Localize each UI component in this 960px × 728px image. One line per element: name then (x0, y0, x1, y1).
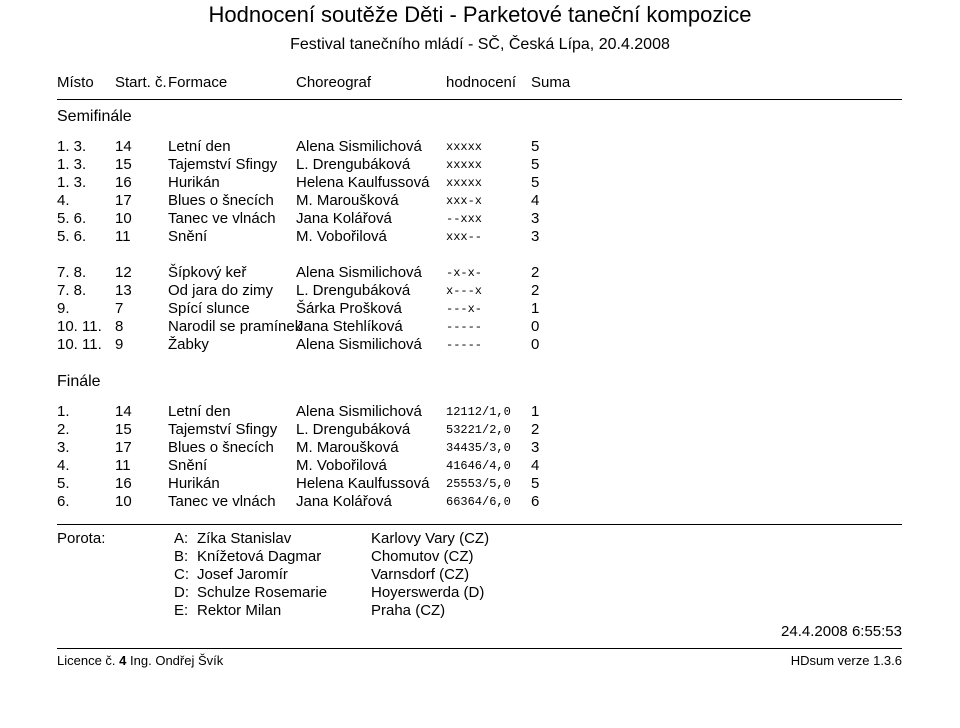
cell-suma: 5 (531, 156, 540, 173)
cell-choreograf: M. Maroušková (296, 439, 399, 456)
cell-start: 11 (115, 228, 131, 245)
cell-hodnoceni: xxx-x (446, 194, 483, 208)
cell-hodnoceni: x---x (446, 284, 483, 298)
cell-start: 8 (115, 318, 124, 335)
judge-city: Hoyerswerda (D) (371, 584, 485, 601)
judge-letter: C: (174, 566, 189, 583)
cell-misto: 4. (57, 457, 70, 474)
cell-hodnoceni: ----- (446, 320, 483, 334)
cell-misto: 7. 8. (57, 264, 87, 281)
table-row (0, 192, 960, 210)
col-header-formace: Formace (168, 74, 228, 91)
table-row (0, 282, 960, 300)
cell-misto: 10. 11. (57, 318, 102, 335)
footer-version: HDsum verze 1.3.6 (790, 653, 902, 668)
cell-misto: 7. 8. (57, 282, 87, 299)
cell-start: 17 (115, 439, 132, 456)
cell-choreograf: M. Vobořilová (296, 457, 387, 474)
cell-choreograf: M. Vobořilová (296, 228, 387, 245)
cell-misto: 5. 6. (57, 210, 87, 227)
cell-start: 16 (115, 475, 132, 492)
judge-letter: A: (174, 530, 189, 547)
licence-number: 4 (119, 653, 127, 668)
cell-hodnoceni: 25553/5,0 (446, 477, 511, 491)
cell-choreograf: Alena Sismilichová (296, 264, 422, 281)
cell-formace: Letní den (168, 138, 231, 155)
cell-choreograf: Alena Sismilichová (296, 138, 422, 155)
cell-misto: 6. (57, 493, 70, 510)
cell-suma: 5 (531, 174, 540, 191)
page-subtitle: Festival tanečního mládí - SČ, Česká Lípa, 20.4.2008 (290, 36, 670, 53)
cell-formace: Snění (168, 228, 208, 245)
table-row (0, 210, 960, 228)
cell-start: 9 (115, 336, 124, 353)
judge-letter: B: (174, 548, 189, 565)
table-row (0, 439, 960, 457)
cell-formace: Tanec ve vlnách (168, 210, 276, 227)
section-title-semifinale: Semifinále (57, 108, 132, 125)
judge-city: Chomutov (CZ) (371, 548, 474, 565)
col-header-suma: Suma (531, 74, 571, 91)
col-header-start: Start. č. (115, 74, 167, 91)
cell-formace: Hurikán (168, 174, 220, 191)
cell-hodnoceni: -x-x- (446, 266, 483, 280)
cell-formace: Blues o šnecích (168, 439, 274, 456)
cell-start: 10 (115, 493, 132, 510)
cell-hodnoceni: 12112/1,0 (446, 405, 511, 419)
cell-start: 16 (115, 174, 132, 191)
cell-suma: 4 (531, 457, 540, 474)
table-row (0, 156, 960, 174)
cell-formace: Blues o šnecích (168, 192, 274, 209)
cell-choreograf: Helena Kaulfussová (296, 174, 430, 191)
porota-divider (57, 524, 902, 525)
cell-formace: Tanec ve vlnách (168, 493, 276, 510)
cell-choreograf: L. Drengubáková (296, 156, 411, 173)
cell-misto: 10. 11. (57, 336, 102, 353)
judge-letter: D: (174, 584, 189, 601)
cell-start: 12 (115, 264, 132, 281)
cell-formace: Letní den (168, 403, 231, 420)
cell-choreograf: Šárka Prošková (296, 300, 402, 317)
cell-start: 10 (115, 210, 132, 227)
cell-hodnoceni: ---x- (446, 302, 483, 316)
cell-choreograf: Jana Kolářová (296, 210, 392, 227)
cell-choreograf: Jana Kolářová (296, 493, 392, 510)
cell-formace: Od jara do zimy (168, 282, 274, 299)
judge-name: Josef Jaromír (197, 566, 288, 583)
table-row (0, 264, 960, 282)
cell-formace: Narodil se pramínek (168, 318, 303, 335)
cell-start: 15 (115, 156, 132, 173)
cell-formace: Tajemství Sfingy (168, 156, 278, 173)
cell-suma: 1 (531, 403, 540, 420)
footer-licence (57, 653, 223, 668)
cell-misto: 1. 3. (57, 174, 87, 191)
cell-suma: 4 (531, 192, 540, 209)
cell-formace: Snění (168, 457, 208, 474)
page-title: Hodnocení soutěže Děti - Parketové taneční kompozice (208, 2, 752, 27)
cell-hodnoceni: 41646/4,0 (446, 459, 511, 473)
col-header-misto: Místo (57, 74, 94, 91)
cell-misto: 5. 6. (57, 228, 87, 245)
judge-name: Zíka Stanislav (197, 530, 292, 547)
judge-name: Schulze Rosemarie (197, 584, 328, 601)
judge-row (0, 566, 960, 584)
cell-misto: 4. (57, 192, 70, 209)
table-row (0, 138, 960, 156)
timestamp: 24.4.2008 6:55:53 (781, 623, 902, 640)
cell-suma: 3 (531, 228, 540, 245)
judge-row (0, 548, 960, 566)
cell-suma: 0 (531, 318, 540, 335)
cell-formace: Spící slunce (168, 300, 250, 317)
table-row (0, 336, 960, 354)
header-divider (57, 99, 902, 100)
table-row (0, 493, 960, 511)
cell-start: 15 (115, 421, 132, 438)
cell-hodnoceni: xxxxx (446, 176, 483, 190)
cell-choreograf: L. Drengubáková (296, 421, 411, 438)
cell-misto: 1. 3. (57, 138, 87, 155)
cell-hodnoceni: xxxxx (446, 140, 483, 154)
cell-misto: 1. 3. (57, 156, 87, 173)
cell-misto: 1. (57, 403, 70, 420)
cell-start: 7 (115, 300, 124, 317)
cell-hodnoceni: 66364/6,0 (446, 495, 511, 509)
cell-hodnoceni: --xxx (446, 212, 483, 226)
cell-choreograf: Jana Stehlíková (296, 318, 403, 335)
cell-choreograf: Alena Sismilichová (296, 336, 422, 353)
cell-hodnoceni: 34435/3,0 (446, 441, 511, 455)
cell-start: 11 (115, 457, 131, 474)
table-row (0, 457, 960, 475)
cell-choreograf: M. Maroušková (296, 192, 399, 209)
cell-start: 17 (115, 192, 132, 209)
judge-letter: E: (174, 602, 189, 619)
cell-formace: Šípkový keř (168, 264, 247, 281)
cell-suma: 5 (531, 475, 540, 492)
cell-suma: 0 (531, 336, 540, 353)
table-row (0, 475, 960, 493)
cell-start: 14 (115, 138, 132, 155)
table-row (0, 403, 960, 421)
cell-formace: Hurikán (168, 475, 220, 492)
cell-choreograf: Alena Sismilichová (296, 403, 422, 420)
cell-suma: 2 (531, 264, 540, 281)
porota-label: Porota: (57, 530, 106, 547)
cell-suma: 2 (531, 421, 540, 438)
cell-suma: 3 (531, 210, 540, 227)
table-row (0, 318, 960, 336)
cell-start: 13 (115, 282, 132, 299)
licence-prefix: Licence č. (57, 653, 116, 668)
judge-city: Varnsdorf (CZ) (371, 566, 470, 583)
cell-hodnoceni: 53221/2,0 (446, 423, 511, 437)
cell-choreograf: L. Drengubáková (296, 282, 411, 299)
judge-city: Praha (CZ) (371, 602, 446, 619)
cell-choreograf: Helena Kaulfussová (296, 475, 430, 492)
licence-owner: Ing. Ondřej Švík (130, 653, 224, 668)
cell-start: 14 (115, 403, 132, 420)
judge-name: Rektor Milan (197, 602, 282, 619)
cell-hodnoceni: ----- (446, 338, 483, 352)
col-header-hodnoceni: hodnocení (446, 74, 517, 91)
judge-city: Karlovy Vary (CZ) (371, 530, 490, 547)
cell-hodnoceni: xxxxx (446, 158, 483, 172)
footer-divider (57, 648, 902, 649)
judge-name: Knížetová Dagmar (197, 548, 322, 565)
cell-suma: 6 (531, 493, 540, 510)
judge-row (0, 602, 960, 620)
cell-suma: 3 (531, 439, 540, 456)
cell-formace: Tajemství Sfingy (168, 421, 278, 438)
cell-misto: 5. (57, 475, 70, 492)
col-header-choreograf: Choreograf (296, 74, 372, 91)
table-row (0, 421, 960, 439)
section-title-finale: Finále (57, 373, 101, 390)
judge-row (0, 584, 960, 602)
cell-suma: 2 (531, 282, 540, 299)
cell-suma: 1 (531, 300, 540, 317)
judge-row (0, 530, 960, 548)
cell-misto: 3. (57, 439, 70, 456)
cell-formace: Žabky (168, 336, 209, 353)
cell-misto: 9. (57, 300, 70, 317)
table-row (0, 228, 960, 246)
cell-hodnoceni: xxx-- (446, 230, 483, 244)
cell-misto: 2. (57, 421, 70, 438)
cell-suma: 5 (531, 138, 540, 155)
table-row (0, 300, 960, 318)
table-row (0, 174, 960, 192)
